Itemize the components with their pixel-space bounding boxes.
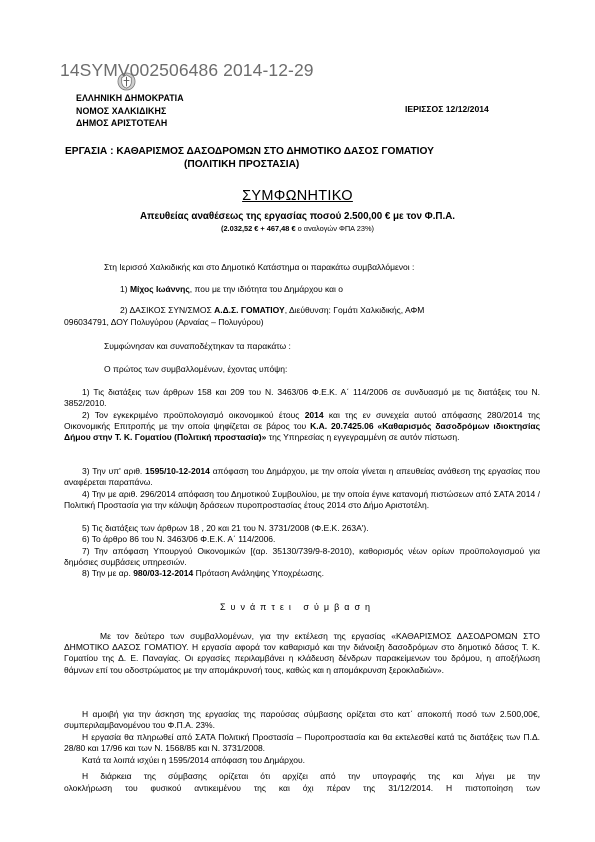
consideration-8-text-a: 8) Την με αρ.	[82, 568, 134, 578]
issuer-country: ΕΛΛΗΝΙΚΗ ΔΗΜΟΚΡΑΤΙΑ	[76, 93, 184, 103]
intro-paragraph: Στη Ιερισσό Χαλκιδικής και στο Δημοτικό Κατάστημα οι παρακάτω συμβαλλόμενοι :	[104, 262, 415, 272]
issuer-prefecture: ΝΟΜΟΣ ΧΑΛΚΙΔΙΚΗΣ	[76, 105, 167, 116]
party-2-prefix: ΔΑΣΙΚΟΣ ΣΥΝ/ΣΜΟΣ	[129, 305, 215, 315]
contract-paragraph-2: Η αμοιβή για την άσκηση της εργασίας της παρούσας σύμβασης ορίζεται στο κατ΄ αποκοπή ποσό των 2.500,00€, συμπεριλαμβανομένου του Φ.Π.Α. 23%.	[64, 709, 540, 731]
party-1-name: Μίχος Ιωάννης	[129, 284, 190, 294]
consideration-1: 1) Τις διατάξεις των άρθρων 158 και 209 του Ν. 3463/06 Φ.Ε.Κ. Α΄ 114/2006 σε συνδυασμό με τις διατάξεις του Ν. 3852/2010.	[64, 387, 540, 409]
contract-paragraph-1: Με τον δεύτερο των συμβαλλομένων, για την εκτέλεση της εργασίας «ΚΑΘΑΡΙΣΜΟΣ ΔΑΣΟΔΡΟΜΩΝ ΣΤΟ ΔΗΜΟΤΙΚΟ ΔΑΣΟΣ ΓΟΜΑΤΙΟΥ. Η εργασία αφορά τον καθαρισμό και την διάνοιξη δασοδρόμων στο δημοτικό δάσος Τ. Κ. Γοματίου της Δ. Ε. Παναγίας. Οι εργασίες περιλαμβάνει η κλάδευση δένδρων παρακείμενων του δρόμου, η αποξήλωση θάμνων επί του οδοστρώματος με την απομάκρυνσή τους, καθώς και η απομάκρυνση ξεροκλαδιών».	[64, 631, 540, 675]
party-2-name: Α.Δ.Σ. ΓΟΜΑΤΙΟΥ	[214, 305, 285, 315]
consideration-5: 5) Τις διατάξεις των άρθρων 18 , 20 και 21 του Ν. 3731/2008 (Φ.Ε.Κ. 263Α').	[82, 523, 369, 533]
contract-paragraph-5-line2: ολοκλήρωση του φυσικού αντικειμένου της και όχι πέραν της 31/12/2014. Η πιστοποίηση των	[64, 783, 540, 793]
consideration-8-text-b: Πρόταση Ανάληψης Υποχρέωσης.	[193, 568, 325, 578]
registry-number-watermark: 14SYMV002506486 2014-12-29	[60, 60, 314, 80]
party-2-line1	[120, 305, 424, 316]
work-title: ΕΡΓΑΣΙΑ : ΚΑΘΑΡΙΣΜΟΣ ΔΑΣΟΔΡΟΜΩΝ ΣΤΟ ΔΗΜΟΤΙΚΟ ΔΑΣΟΣ ΓΟΜΑΤΙΟΥ	[65, 146, 434, 157]
party-1-role: , που με την ιδιότητα του Δημάρχου και ο	[189, 284, 344, 294]
contract-paragraph-3: Η εργασία θα πληρωθεί από ΣΑΤΑ Πολιτική Προστασία – Πυροπροστασία και θα εκτελεσθεί κατά τις διατάξεις των Π.Δ. 28/80 και 17/96 και των Ν. 1568/85 και Ν. 3731/2008.	[64, 732, 540, 754]
party-2-line2: 096034791, ΔΟΥ Πολυγύρου (Αρναίας – Πολυγύρου)	[64, 317, 264, 327]
agreement-statement: Συμφώνησαν και συναποδέχτηκαν τα παρακάτω :	[104, 341, 291, 351]
consideration-2-year: 2014	[304, 410, 324, 420]
amount-breakdown	[0, 224, 595, 233]
consideration-8-proposal: 980/03-12-2014	[133, 568, 194, 578]
consideration-2-text-a: 2) Τον εγκεκριμένο προϋπολογισμό οικονομικού έτους	[82, 410, 305, 420]
party-1-number: 1)	[120, 284, 128, 294]
amount-breakdown-bold: (2.032,52 € + 467,48 €	[220, 224, 296, 233]
consideration-4: 4) Την με αριθ. 296/2014 απόφαση του Δημοτικού Συμβουλίου, με την οποία έγινε κατανομή πιστώσεων από ΣΑΤΑ 2014 / Πολιτική Προστασία για την κάλυψη δράσεων πυροπροστασίας έτους 2014 στο Δήμο Αριστοτέλη.	[64, 489, 540, 511]
contract-paragraph-5-line1: Η διάρκεια της σύμβασης ορίζεται ότι αρχίζει από την υπογραφής της και λήγει με την	[82, 771, 540, 781]
consideration-8	[82, 568, 324, 579]
party-1	[120, 284, 343, 295]
party-2-number: 2)	[120, 305, 128, 315]
consideration-6: 6) Το άρθρο 86 του Ν. 3463/06 Φ.Ε.Κ. Α΄ 114/2006.	[82, 534, 276, 544]
consideration-2-budget-code: Κ.Α. 20.7425.06 «Καθαρισμός δασοδρόμων ιδιοκτησίας Δήμου στην Τ. Κ. Γοματίου (Πολιτική προστασία)»	[64, 421, 541, 443]
first-party-statement: Ο πρώτος των συμβαλλομένων, έχοντας υπόψη:	[104, 364, 288, 374]
section-heading: Συνάπτει σύμβαση	[219, 602, 376, 612]
party-2-address: , Διεύθυνση: Γομάτι Χαλκιδικής, ΑΦΜ	[284, 305, 425, 315]
document-title: ΣΥΜΦΩΝΗΤΙΚΟ	[242, 188, 353, 204]
consideration-2	[64, 410, 540, 444]
consideration-7: 7) Την απόφαση Υπουργού Οικονομικών [(αρ. 35130/739/9-8-2010), καθορισμός νέων ορίων προϋπολογισμού για δημόσιες συμβάσεις υπηρεσιών.	[64, 546, 540, 568]
contract-paragraph-4: Κατά τα λοιπά ισχύει η 1595/2014 απόφαση του Δημάρχου.	[82, 755, 305, 765]
document-subtitle: Απευθείας αναθέσεως της εργασίας ποσού 2.500,00 € με τον Φ.Π.Α.	[139, 211, 456, 222]
consideration-2-text-c: της Υπηρεσίας η εγγεγραμμένη σε αυτόν πίστωση.	[266, 432, 460, 443]
consideration-3-text-a: 3) Την υπ' αριθ.	[82, 466, 146, 476]
issuer-municipality: ΔΗΜΟΣ ΑΡΙΣΤΟΤΕΛΗ	[76, 118, 168, 128]
consideration-3	[64, 466, 540, 488]
consideration-3-decision: 1595/10-12-2014	[145, 466, 210, 476]
consideration-3-text-b: απόφαση του Δημάρχου, με την οποία γίνεται η απευθείας ανάθεση της εργασίας που αναφέρεται παραπάνω.	[64, 466, 540, 488]
work-category: (ΠΟΛΙΤΙΚΗ ΠΡΟΣΤΑΣΙΑ)	[184, 158, 300, 170]
consideration-2-text-b: και της εν συνεχεία αυτού απόφασης 280/2014 της Οικονομικής Επιτροπής με την οποία ψηφίζεται σε βάρος του	[64, 410, 540, 432]
issuer-block	[76, 92, 184, 130]
amount-breakdown-rest: ο αναλογών ΦΠΑ 23%)	[295, 224, 375, 233]
work-heading	[65, 146, 434, 171]
place-date: ΙΕΡΙΣΣΟΣ 12/12/2014	[405, 104, 489, 114]
